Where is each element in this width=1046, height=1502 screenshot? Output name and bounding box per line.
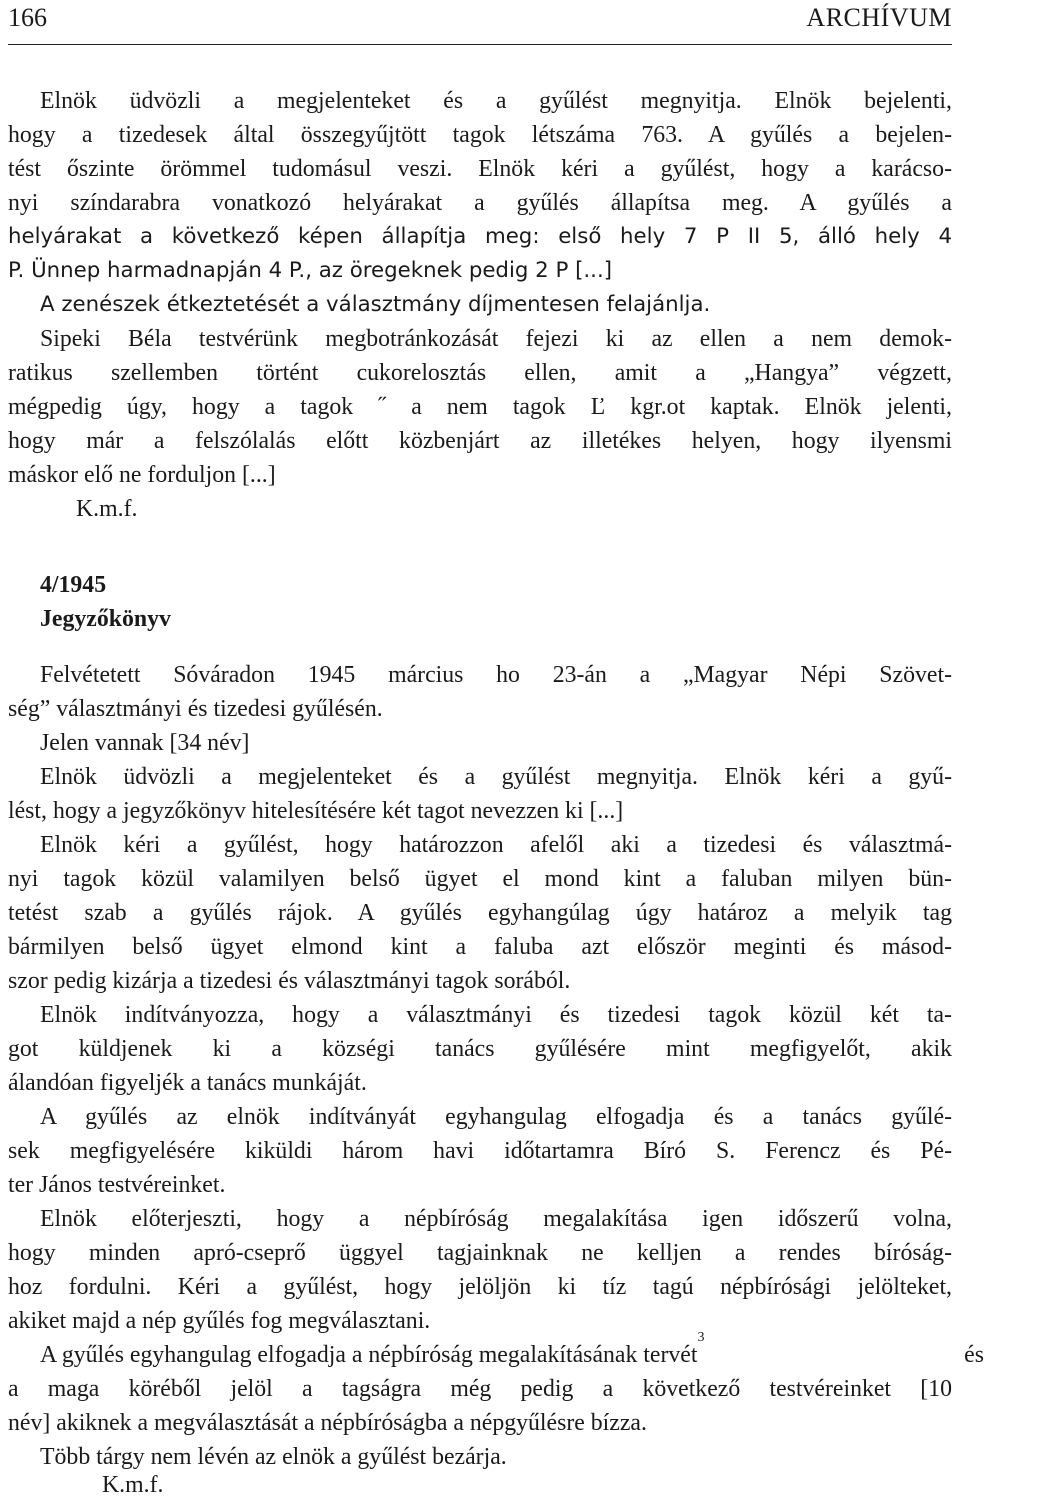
footnote-marker[interactable]: 3 — [697, 1330, 705, 1345]
text-line: a maga köréből jelöl a tagságra még pedig a következő testvéreinket [10 — [8, 1376, 952, 1402]
text-line: Elnök előterjeszti, hogy a népbíróság megalakítása igen időszerű volna, — [40, 1206, 952, 1232]
page-number: 166 — [8, 3, 47, 32]
text-line: hogy a tizedesek által összegyűjtött tagok létszáma 763. A gyűlés a bejelen- — [8, 122, 952, 148]
text-line: álandóan figyeljék a tanács munkáját. — [8, 1070, 367, 1096]
text-line: ter János testvéreinket. — [8, 1172, 226, 1198]
page-header — [8, 0, 952, 45]
signature-abbrev: K.m.f. — [76, 496, 138, 522]
text-line: tést őszinte örömmel tudomásul veszi. Elnök kéri a gyűlést, hogy a karácso- — [8, 156, 952, 182]
text-line: Több tárgy nem lévén az elnök a gyűlést bezárja. — [40, 1444, 507, 1470]
text-line: név] akiknek a megválasztását a népbíróságba a népgyűlésre bízza. — [8, 1410, 647, 1436]
text-line: máskor elő ne forduljon [...] — [8, 462, 276, 488]
text-line: bármilyen belső ügyet elmond kint a faluba azt először meginti és másod- — [8, 934, 952, 960]
text-line: got küldjenek ki a községi tanács gyűlésére mint megfigyelőt, akik — [8, 1036, 952, 1062]
signature-abbrev: K.m.f. — [102, 1472, 164, 1498]
text-line: helyárakat a következő képen állapítja meg: első hely 7 P II 5, álló hely 4 — [8, 224, 952, 249]
text-line: nyi tagok közül valamilyen belső ügyet el mond kint a faluban milyen bün- — [8, 866, 952, 892]
text-line: mégpedig úgy, hogy a tagok ˝ a nem tagok Ľ kgr.ot kaptak. Elnök jelenti, — [8, 394, 952, 420]
text-line: hoz fordulni. Kéri a gyűlést, hogy jelöljön ki tíz tagú népbírósági jelölteket, — [8, 1274, 952, 1300]
section-title: Jegyzőkönyv — [40, 606, 171, 632]
text-line: szor pedig kizárja a tizedesi és választmányi tagok sorából. — [8, 968, 571, 994]
text-line: Elnök indítványozza, hogy a választmányi és tizedesi tagok közül két ta- — [40, 1002, 952, 1028]
running-head: ARCHÍVUM — [806, 3, 952, 32]
text-line: A zenészek étkeztetését a választmány díjmentesen felajánlja. — [40, 292, 711, 317]
text-line-with-footnote — [8, 1330, 984, 1372]
text-line: Elnök kéri a gyűlést, hogy határozzon afelől aki a tizedesi és választmá- — [40, 832, 952, 858]
text-line: Elnök üdvözli a megjelenteket és a gyűlést megnyitja. Elnök kéri a gyű- — [40, 764, 952, 790]
text-line: nyi színdarabra vonatkozó helyárakat a gyűlés állapítsa meg. A gyűlés a — [8, 190, 952, 216]
text-line: tetést szab a gyűlés rájok. A gyűlés egyhangúlag úgy határoz a melyik tag — [8, 900, 952, 926]
text-line: hogy már a felszólalás előtt közbenjárt az illetékes helyen, hogy ilyensmi — [8, 428, 952, 454]
text-line: lést, hogy a jegyzőkönyv hitelesítésére két tagot nevezzen ki [...] — [8, 798, 624, 824]
text-segment: A gyűlés egyhangulag elfogadja a népbíróság megalakításának tervét — [40, 1342, 698, 1368]
text-segment: és — [964, 1342, 984, 1368]
text-line: A gyűlés az elnök indítványát egyhangulag elfogadja és a tanács gyűlé- — [40, 1104, 952, 1130]
text-line: akiket majd a nép gyűlés fog megválasztani. — [8, 1308, 431, 1334]
text-line: ratikus szellemben történt cukorelosztás ellen, amit a „Hangya” végzett, — [8, 360, 952, 386]
text-line: sek megfigyelésére kiküldi három havi időtartamra Bíró S. Ferencz és Pé- — [8, 1138, 952, 1164]
text-line: ség” választmányi és tizedesi gyűlésén. — [8, 696, 383, 722]
section-number: 4/1945 — [40, 572, 107, 598]
text-line: P. Ünnep harmadnapján 4 P., az öregeknek pedig 2 P [...] — [8, 258, 613, 283]
text-line: Elnök üdvözli a megjelenteket és a gyűlést megnyitja. Elnök bejelenti, — [40, 88, 952, 114]
text-line: hogy minden apró-cseprő üggyel tagjainknak ne kelljen a rendes bíróság- — [8, 1240, 952, 1266]
text-line: Jelen vannak [34 név] — [40, 730, 250, 756]
text-line: Sipeki Béla testvérünk megbotránkozását fejezi ki az ellen a nem demok- — [40, 326, 952, 352]
text-line: Felvétetett Sóváradon 1945 március ho 23-án a „Magyar Népi Szövet- — [40, 662, 952, 688]
